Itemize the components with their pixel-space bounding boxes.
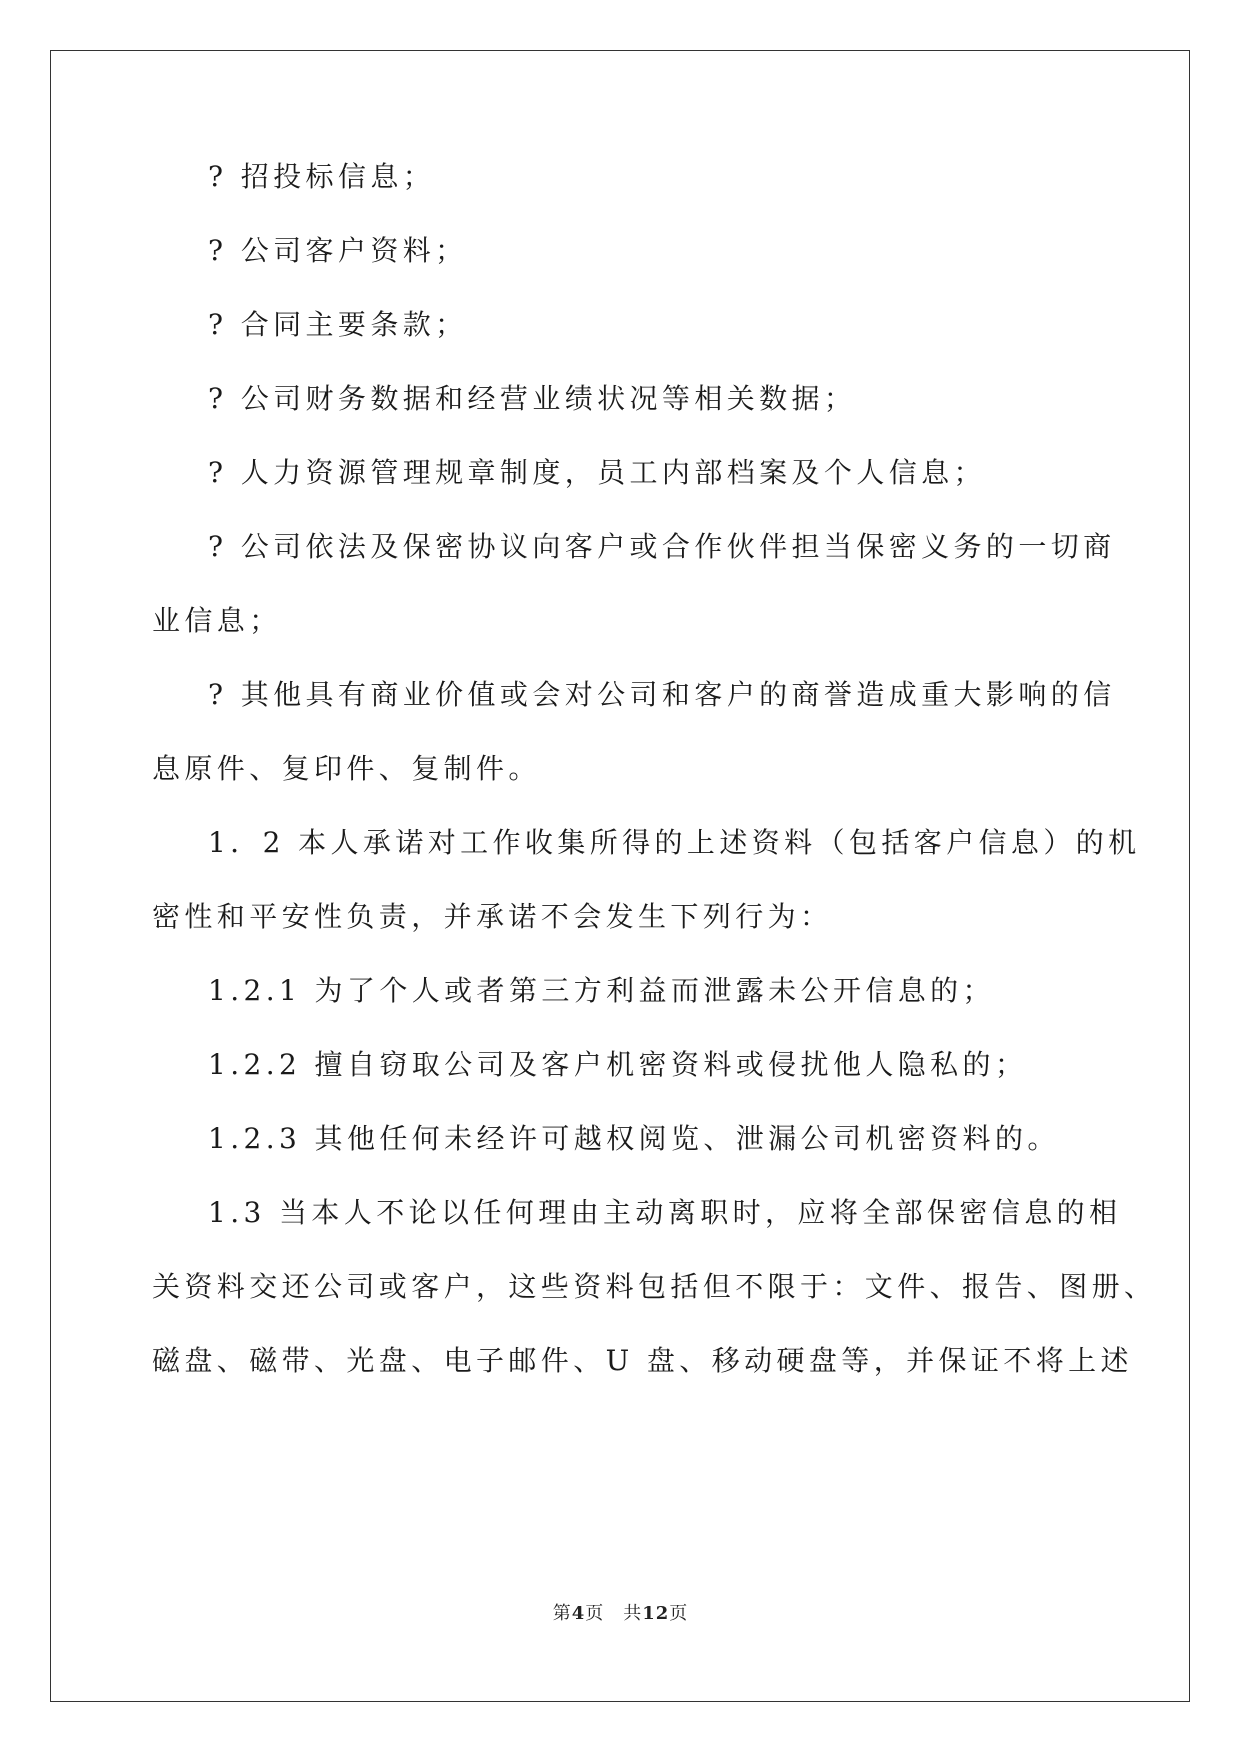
text-line: 1．2 本人承诺对工作收集所得的上述资料（包括客户信息）的机: [208, 826, 1141, 859]
text-line: 息原件、复印件、复制件。: [152, 752, 541, 785]
page-border: [50, 50, 1190, 1702]
footer-prefix: 第: [552, 1603, 572, 1624]
text-line: ? 公司依法及保密协议向客户或合作伙伴担当保密义务的一切商: [208, 530, 1116, 563]
text-line: 1.2.1 为了个人或者第三方利益而泄露未公开信息的；: [208, 974, 995, 1007]
footer-suffix: 页: [669, 1603, 689, 1624]
text-line: 磁盘、磁带、光盘、电子邮件、U 盘、移动硬盘等，并保证不将上述: [152, 1344, 1133, 1377]
text-line: 业信息；: [152, 604, 282, 637]
text-line: ? 公司客户资料；: [208, 234, 468, 267]
text-line: 密性和平安性负责，并承诺不会发生下列行为：: [152, 900, 833, 933]
total-pages: 12: [642, 1603, 670, 1624]
text-line: ? 合同主要条款；: [208, 308, 468, 341]
text-line: 关资料交还公司或客户，这些资料包括但不限于：文件、报告、图册、: [152, 1270, 1157, 1303]
text-line: ? 其他具有商业价值或会对公司和客户的商誉造成重大影响的信: [208, 678, 1116, 711]
text-line: 1.2.3 其他任何未经许可越权阅览、泄漏公司机密资料的。: [208, 1122, 1060, 1155]
text-line: 1.2.2 擅自窃取公司及客户机密资料或侵扰他人隐私的；: [208, 1048, 1028, 1081]
footer-middle: 页 共: [585, 1603, 643, 1624]
page-footer: [0, 1603, 1241, 1625]
text-line: ? 人力资源管理规章制度，员工内部档案及个人信息；: [208, 456, 986, 489]
page-number: 4: [571, 1603, 586, 1624]
text-line: ? 招投标信息；: [208, 160, 436, 193]
text-line: ? 公司财务数据和经营业绩状况等相关数据；: [208, 382, 857, 415]
text-line: 1.3 当本人不论以任何理由主动离职时，应将全部保密信息的相: [208, 1196, 1122, 1229]
